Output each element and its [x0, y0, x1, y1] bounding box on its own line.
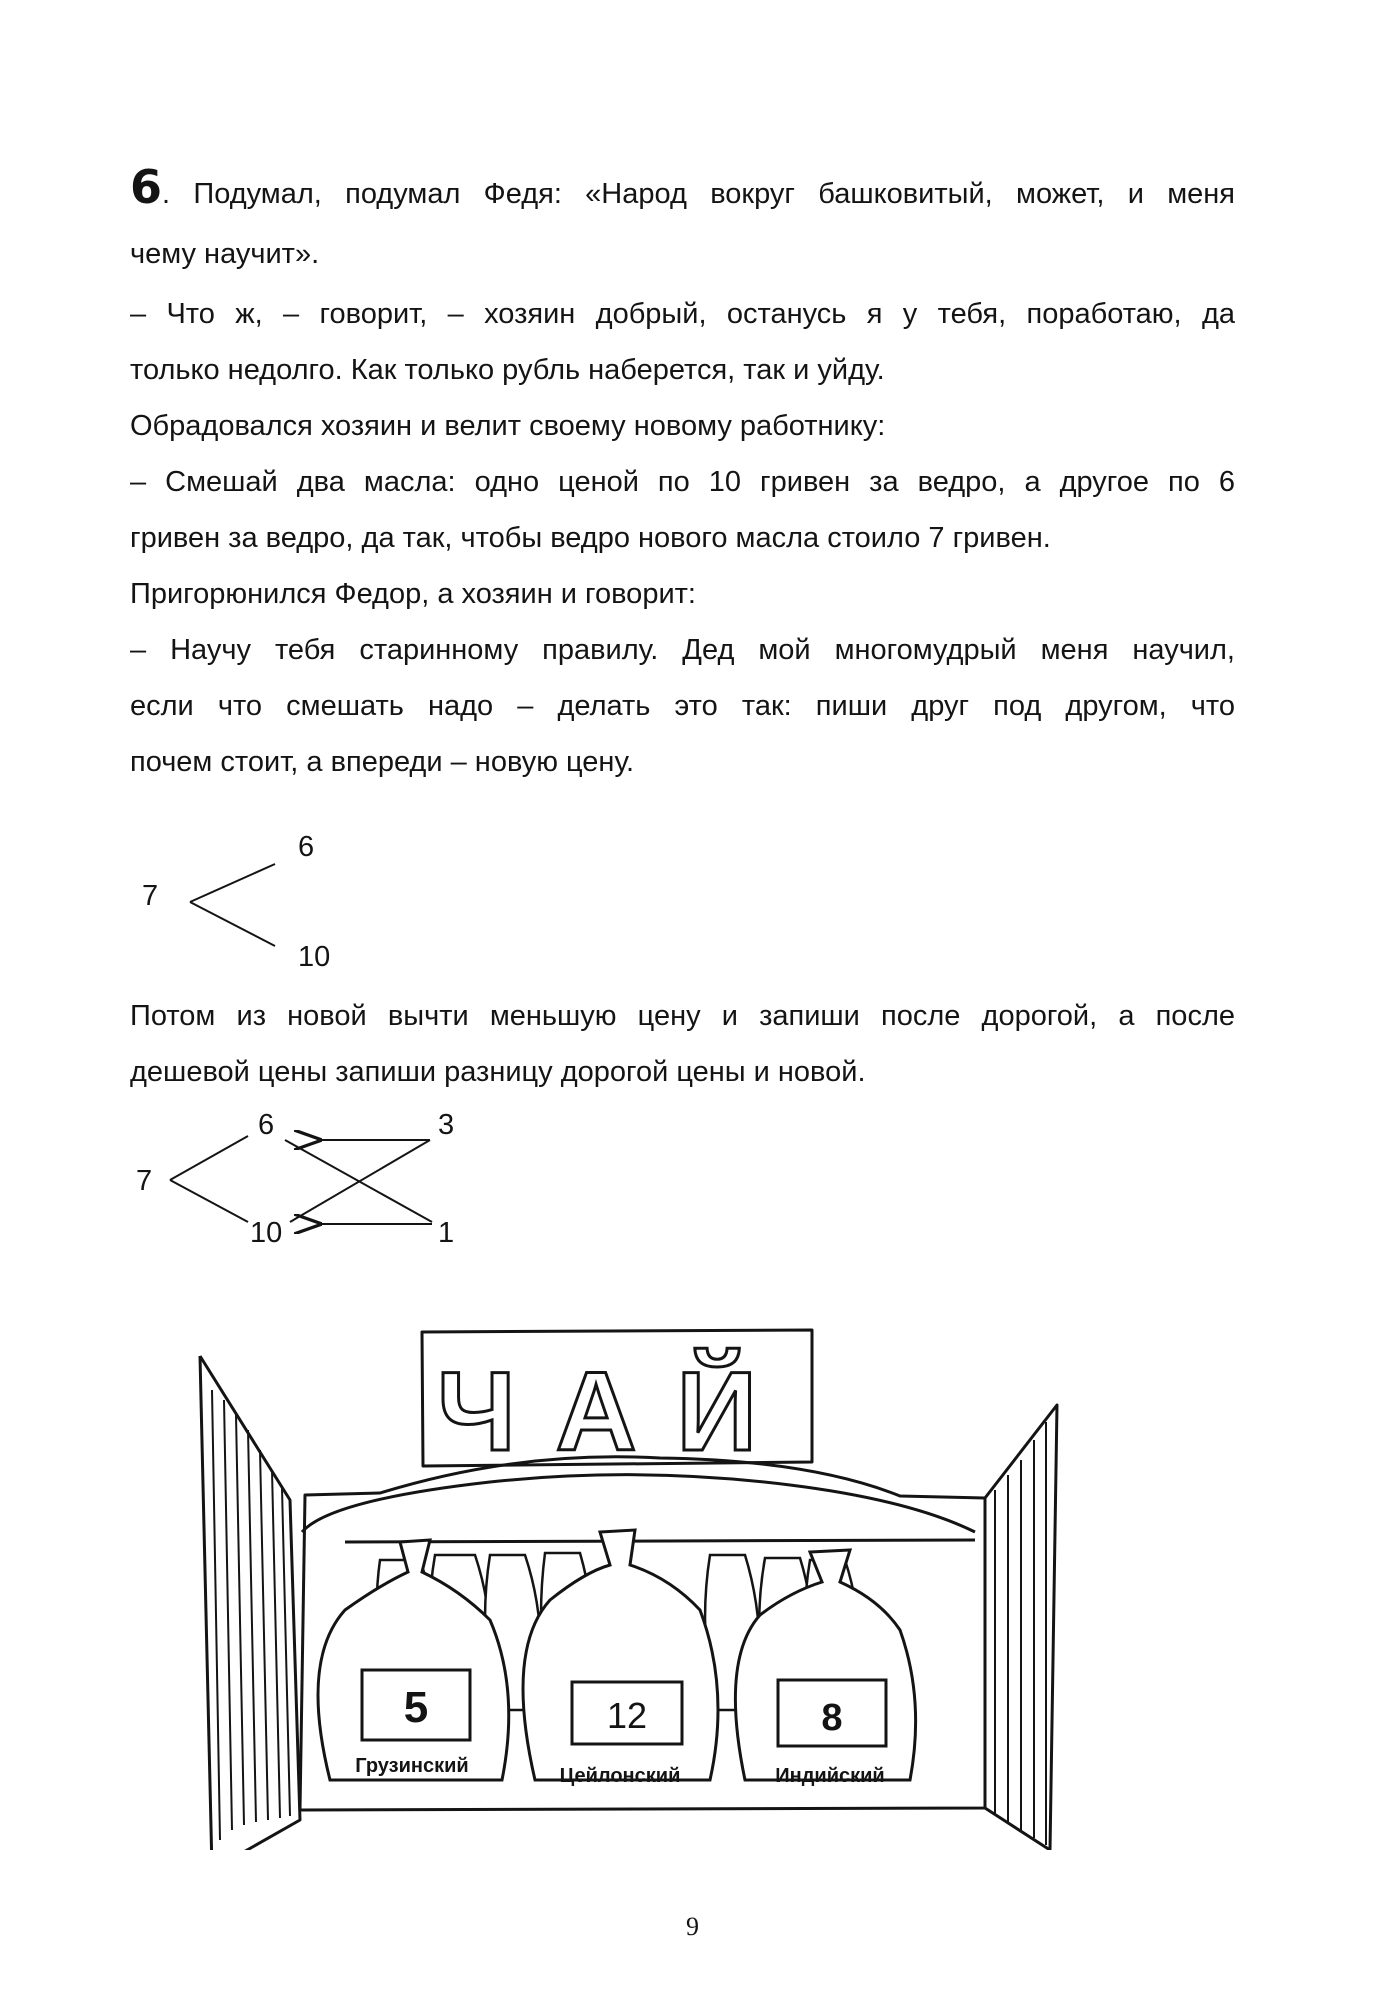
diagram1-line-top [190, 864, 275, 902]
task-line-1: 6. Подумал, подумал Федя: «Народ вокруг башковитый, может, и меня [130, 160, 1235, 214]
mixing-diagram-2 [130, 1100, 470, 1260]
task-paragraph [130, 160, 1235, 790]
diagram2-cheap-price: 6 [258, 1109, 275, 1141]
bag-georgian-label: Грузинский [355, 1755, 469, 1777]
task-line-10: если что смешать надо – делать это так: пиши друг под другом, что [130, 690, 1235, 722]
diagram1-line-bottom [190, 902, 275, 946]
task-line-5: Обрадовался хозяин и велит своему новому работнику: [130, 410, 886, 442]
task-line-6: – Смешай два масла: одно ценой по 10 гривен за ведро, а другое по 6 [130, 466, 1235, 498]
sign-lettering: ЧАЙ [436, 1349, 798, 1474]
diagram2-result-top: 3 [438, 1109, 455, 1141]
diagram2-line-top [170, 1136, 248, 1180]
middle-line-1: Потом из новой вычти меньшую цену и запиши после дорогой, а после [130, 1000, 1235, 1032]
task-line-11: почем стоит, а впереди – новую цену. [130, 746, 635, 778]
middle-paragraph [130, 988, 1235, 1100]
shop-shelf-line [345, 1540, 975, 1542]
task-number: 6 [130, 160, 163, 214]
task-line-2: чему научит». [130, 238, 320, 270]
shop-arch [302, 1475, 975, 1532]
bag-indian-number: 8 [821, 1697, 843, 1739]
task-line-3: – Что ж, – говорит, – хозяин добрый, останусь я у тебя, поработаю, да [130, 298, 1235, 330]
bag-ceylon-number: 12 [606, 1695, 648, 1736]
diagram2-expensive-price: 10 [250, 1217, 283, 1249]
bag-ceylon-label: Цейлонский [559, 1765, 681, 1787]
bag-georgian-number: 5 [403, 1683, 429, 1732]
page-number: 9 [686, 1912, 699, 1941]
diagram1-expensive-price: 10 [298, 941, 331, 973]
diagram2-result-bottom: 1 [438, 1217, 455, 1249]
bag-indian-label: Индийский [775, 1765, 885, 1787]
diagram2-line-bottom [170, 1180, 248, 1222]
task-line-7: гривен за ведро, да так, чтобы ведро нового масла стоило 7 гривен. [130, 522, 1051, 554]
diagram2-new-price: 7 [136, 1165, 153, 1197]
middle-line-2: дешевой цены запиши разницу дорогой цены и новой. [130, 1056, 866, 1088]
mixing-diagram-1 [130, 820, 390, 980]
task-line-9: – Научу тебя старинному правилу. Дед мой многомудрый меня научил, [130, 634, 1235, 666]
task-line-4: только недолго. Как только рубль наберется, так и уйду. [130, 354, 885, 386]
diagram1-new-price: 7 [142, 880, 159, 912]
diagram1-cheap-price: 6 [298, 831, 315, 863]
tea-shop-illustration [190, 1310, 1070, 1850]
task-line-8: Пригорюнился Федор, а хозяин и говорит: [130, 578, 696, 610]
